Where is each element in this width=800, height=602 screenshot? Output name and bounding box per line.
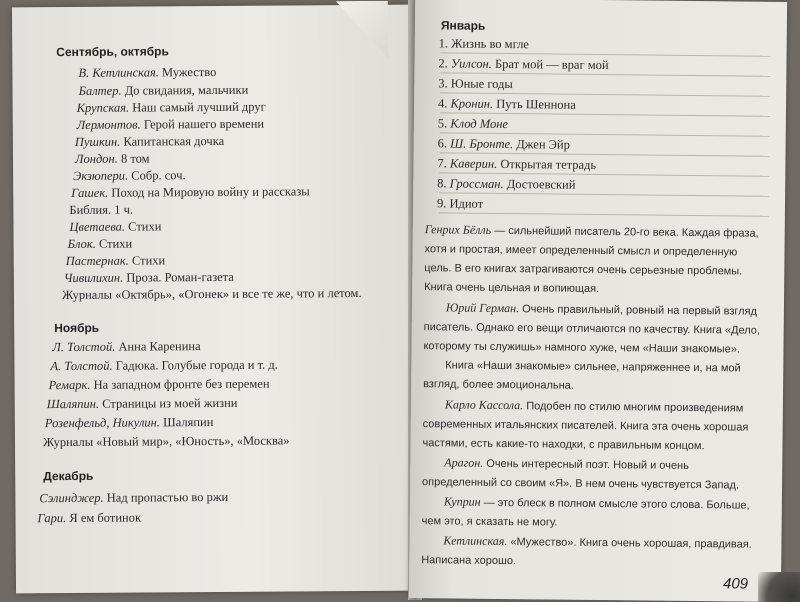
- folded-corner: [330, 1, 388, 59]
- list-item: Лондон. 8 том: [74, 151, 150, 166]
- list-item: Шаляпин. Страницы из моей жизни: [46, 395, 238, 412]
- review-paragraph: Книга «Наши знакомые» сильнее, напряженнее и, на мой взгляд, более эмоциональна.: [423, 359, 741, 392]
- list-item: Гари. Я ем ботинок: [37, 510, 142, 526]
- list-item: 9. Идиот: [436, 196, 484, 211]
- divider: [439, 192, 769, 196]
- section-heading-sep-oct: Сентябрь, октябрь: [56, 44, 169, 60]
- section-heading-nov: Ноябрь: [54, 320, 100, 336]
- list-item: В. Кетлинская. Мужество: [78, 64, 217, 80]
- list-item: Ремарк. На западном фронте без перемен: [48, 376, 270, 393]
- review-paragraph: Куприн — это блеск в полном смысле этого слова. Больше, чем это, я сказать не могу.: [421, 494, 750, 529]
- list-item: Гашек. Поход на Мировую войну и рассказы: [71, 184, 310, 200]
- list-item: Чивилихин. Проза. Роман-газета: [63, 269, 234, 286]
- list-item: Балтер. До свидания, мальчики: [78, 82, 249, 98]
- list-item: Журналы «Новый мир», «Юность», «Москва»: [42, 433, 290, 450]
- list-item: 8. Гроссман. Достоевский: [437, 176, 576, 192]
- list-item: Пастернак. Стихи: [65, 253, 166, 269]
- list-item: 3. Юные годы: [438, 76, 513, 92]
- list-item: А. Толстой. Гадюка. Голубые города и т. д.: [50, 357, 278, 374]
- list-item: Блок. Стихи: [67, 236, 133, 252]
- list-item: Экзюпери. Собр. соч.: [73, 168, 186, 183]
- review-paragraph: Юрий Герман. Очень правильный, ровный на первый взгляд писатель. Однако его вещи отличаются по качеству. Книга «Дело, которому ты служишь» намного хуже, чем «Наши знакомые».: [423, 300, 761, 356]
- right-page: [409, 0, 787, 602]
- background-object: [758, 572, 800, 602]
- list-item: 5. Клод Моне: [437, 116, 509, 132]
- list-item: Библия. 1 ч.: [69, 202, 134, 218]
- left-page: [12, 5, 414, 594]
- section-heading-dec: Декабрь: [43, 468, 94, 484]
- list-item: Крупская. Наш самый лучший друг: [76, 99, 266, 115]
- review-paragraph: Карло Кассола. Подобен по стилю многим произведениям современных итальянских писателей. Книга эта очень хорошая частями, есть какие-то находки, с правильным концом.: [422, 397, 749, 453]
- review-paragraph: Кетлинская. «Мужество». Книга очень хорошая, правдивая. Написана хорошо.: [421, 533, 752, 568]
- page-number: 409: [722, 575, 749, 593]
- list-item: Розенфельд, Никулин. Шаляпин: [44, 415, 214, 431]
- divider: [439, 212, 769, 216]
- list-item: Журналы «Октябрь», «Огонек» и все те же, что и летом.: [61, 285, 362, 303]
- list-item: 7. Каверин. Открытая тетрадь: [437, 156, 597, 172]
- list-item: 2. Уилсон. Брат мой — враг мой: [438, 56, 609, 73]
- review-paragraph: Генрих Бёлль — сильнейший писатель 20-го века. Каждая фраза, хотя и простая, имеет определенный смысл и определенную цель. В его книгах затрагиваются очень серьезные проблемы. Книга очень цельная и вопиющая.: [424, 222, 759, 296]
- list-item: Л. Толстой. Анна Каренина: [52, 339, 201, 355]
- list-item: 6. Ш. Бронте. Джен Эйр: [437, 136, 570, 152]
- review-paragraph: Арагон. Очень интересный поэт. Новый и очень определенный со своим «Я». В нем очень чувствуется Запад.: [422, 455, 740, 492]
- list-item: 4. Кронин. Путь Шеннона: [437, 96, 576, 112]
- section-heading-jan: Январь: [440, 18, 486, 33]
- list-item: Лермонтов. Герой нашего времени: [76, 116, 265, 132]
- list-item: Цветаева. Стихи: [69, 219, 162, 234]
- list-item: 1. Жизнь во мгле: [438, 36, 529, 52]
- list-item: Сэлинджер. Над пропастью во ржи: [39, 489, 229, 506]
- list-item: Пушкин. Капитанская дочка: [74, 133, 225, 149]
